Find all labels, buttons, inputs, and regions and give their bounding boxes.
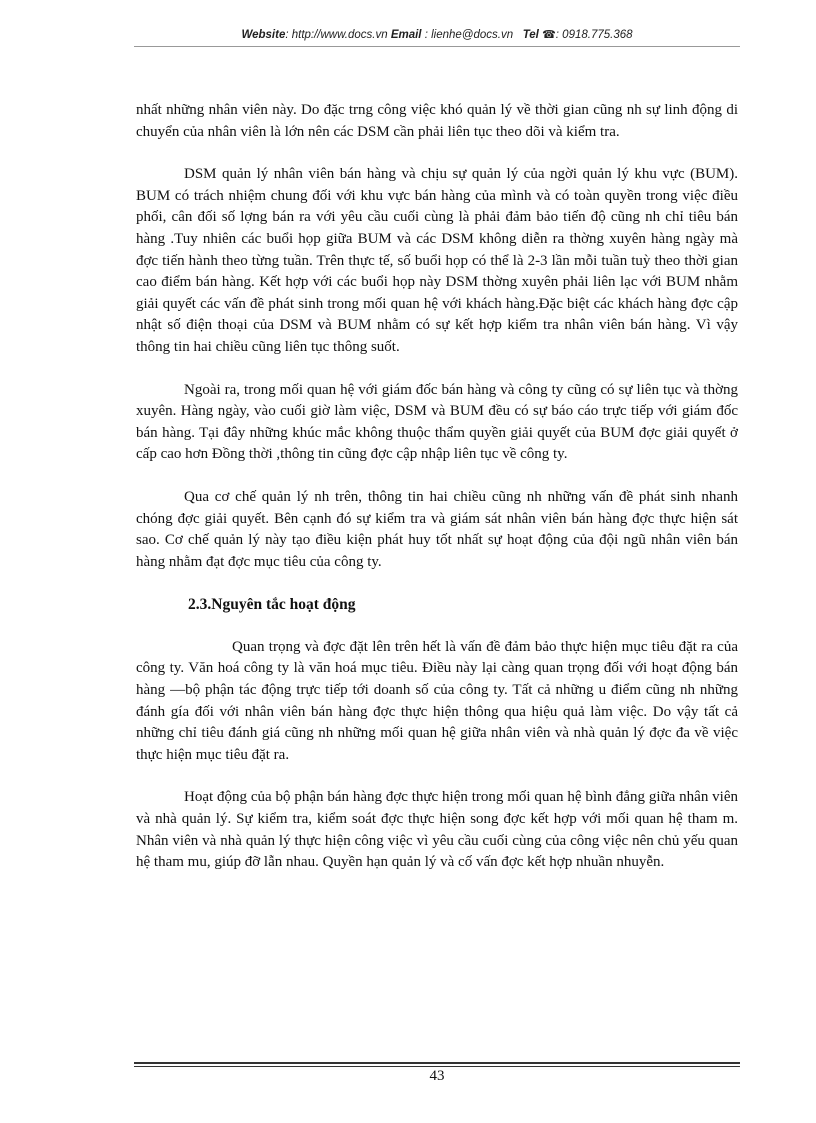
section-heading: 2.3.Nguyên tắc hoạt động xyxy=(188,596,356,614)
tel-value: : 0918.775.368 xyxy=(555,29,633,41)
paragraph-4: Qua cơ chế quản lý nh trên, thông tin hai chiều cũng nh những vấn đề phát sinh nhanh chóng đợc giải quyết. Bên cạnh đó sự kiểm tra và giám sát nhân viên bán hàng đợc thực hiện sát sao. Cơ chế quản lý này tạo điều kiện phát huy tốt nhất sự hoạt động của đội ngũ nhân viên bán hàng nhằm đạt đợc mục tiêu của công ty. xyxy=(136,488,738,570)
paragraph-1: nhất những nhân viên này. Do đặc trng công việc khó quản lý về thời gian cũng nh sự linh động di chuyển của nhân viên là lớn nên các DSM cần phải liên tục theo dõi và kiểm tra. xyxy=(136,102,738,140)
footer-divider-thin xyxy=(134,1066,740,1067)
phone-icon: ☎ xyxy=(542,29,556,41)
header-divider xyxy=(134,46,740,47)
tel-label: Tel xyxy=(522,29,539,41)
page-number: 43 xyxy=(429,1068,445,1084)
email-label: Email xyxy=(390,29,422,41)
page-header xyxy=(134,28,740,41)
section-paragraph-2: Hoạt động của bộ phận bán hàng đợc thực hiện trong mối quan hệ bình đẳng giữa nhân viên và nhà quản lý. Sự kiểm tra, kiểm soát đợc thực hiện song đợc kết hợp với mối quan hệ tham m. Nhân viên và nhà quản lý thực hiện công việc vì yêu cầu cuối cùng của công việc nên chủ yếu quan hệ tham mu, giúp đỡ lẫn nhau. Quyền hạn quản lý và cố vấn đợc kết hợp nhuần nhuyễn. xyxy=(136,789,738,871)
paragraph-3: Ngoài ra, trong mối quan hệ với giám đốc bán hàng và công ty cũng có sự liên tục và thờng xuyên. Hàng ngày, vào cuối giờ làm việc, DSM và BUM đều có sự báo cáo trực tiếp với giám đốc bán hàng. Tại đây những khúc mắc không thuộc thẩm quyền giải quyết của BUM đợc giải quyết ở cấp cao hơn Đồng thời ,thông tin cũng đợc cập nhập liên tục về công ty. xyxy=(136,381,738,463)
footer-divider-thick xyxy=(134,1062,740,1064)
email-value: : lienhe@docs.vn xyxy=(421,29,514,41)
section-paragraph-1: Quan trọng và đợc đặt lên trên hết là vấn đề đảm bảo thực hiện mục tiêu đặt ra của công ty. Văn hoá công ty là văn hoá mục tiêu. Điều này lại càng quan trọng đối với hoạt động bán hàng —bộ phận tác động trực tiếp tới doanh số của công ty. Tất cả những u điểm cũng nh những đánh gía đối với nhân viên bán hàng đợc thực hiện thông qua hiệu quả làm việc. Do vậy tất cả những chỉ tiêu đánh giá cũng nh những mối quan hệ giữa nhân viên và nhà quản lý đợc đa về việc thực hiện mục tiêu đặt ra. xyxy=(136,638,738,763)
paragraph-2: DSM quản lý nhân viên bán hàng và chịu sự quản lý của ngời quản lý khu vực (BUM). BUM có trách nhiệm chung đối với khu vực bán hàng của mình và có toàn quyền trong việc điều phối, cân đối số lợng bán ra với yêu cầu cuối cùng là phải đảm bảo tiến độ cũng nh chỉ tiêu bán hàng .Tuy nhiên các buổi họp giữa BUM và các DSM không diễn ra thờng xuyên hàng ngày mà đợc tiến hành theo từng tuần. Trên thực tế, số buổi họp có thể là 2-3 lần mỗi tuần tuỳ theo thời gian cao điểm bán hàng. Kết hợp với các buổi họp này DSM thờng xuyên phải liên lạc với BUM nhằm giải quyết các vấn đề phát sinh trong mối quan hệ với khách hàng.Đặc biệt các khách hàng đợc cập nhật số điện thoại của DSM và BUM nhằm có sự kết hợp kiểm tra nhân viên bán hàng. Vì vậy thông tin hai chiều cũng liên tục thông suốt. xyxy=(136,166,738,355)
website-value: : http://www.docs.vn xyxy=(285,29,388,41)
website-label: Website xyxy=(241,29,286,41)
page-body xyxy=(136,100,738,895)
